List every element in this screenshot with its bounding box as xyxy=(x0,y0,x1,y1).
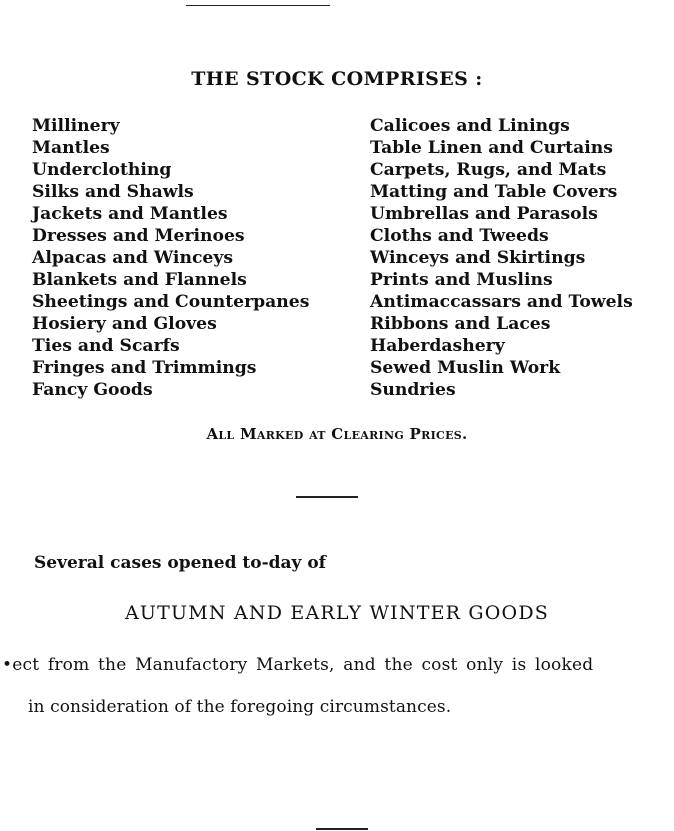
stock-item: Cloths and Tweeds xyxy=(370,226,549,246)
stock-list-left xyxy=(32,115,309,401)
stock-item: Mantles xyxy=(32,138,110,158)
stock-item: Sewed Muslin Work xyxy=(370,358,561,378)
stock-item: Ties and Scarfs xyxy=(32,336,180,356)
stock-item: Calicoes and Linings xyxy=(370,116,570,136)
stock-item: Sheetings and Counterpanes xyxy=(32,292,310,312)
stock-item: Silks and Shawls xyxy=(32,182,194,202)
stock-item: Alpacas and Winceys xyxy=(32,248,234,268)
cases-opened-line: Several cases opened to-day of xyxy=(34,553,326,573)
stock-item: Blankets and Flannels xyxy=(32,270,247,290)
stock-item: Jackets and Mantles xyxy=(32,204,228,224)
stock-item: Dresses and Merinoes xyxy=(32,226,245,246)
stock-heading: THE STOCK COMPRISES : xyxy=(191,68,483,90)
stock-item: Ribbons and Laces xyxy=(370,314,551,334)
body-text-line: in consideration of the foregoing circumstances. xyxy=(28,697,452,717)
top-divider-rule xyxy=(186,5,330,6)
stock-item: Fancy Goods xyxy=(32,380,153,400)
body-text-line: •ect from the Manufactory Markets, and the cost only is looked xyxy=(2,655,594,675)
stock-item: Matting and Table Covers xyxy=(370,182,618,202)
stock-item: Umbrellas and Parasols xyxy=(370,204,598,224)
stock-item: Prints and Muslins xyxy=(370,270,553,290)
stock-item: Underclothing xyxy=(32,160,172,180)
middle-divider-rule xyxy=(296,496,358,498)
stock-item: Haberdashery xyxy=(370,336,505,356)
stock-item: Carpets, Rugs, and Mats xyxy=(370,160,607,180)
stock-item: Sundries xyxy=(370,380,456,400)
stock-item: Millinery xyxy=(32,116,120,136)
stock-list-right xyxy=(370,115,633,401)
goods-heading: AUTUMN AND EARLY WINTER GOODS xyxy=(125,602,549,624)
bottom-divider-rule xyxy=(316,828,368,830)
stock-item: Antimaccassars and Towels xyxy=(370,292,633,312)
stock-item: Table Linen and Curtains xyxy=(370,138,613,158)
stock-item: Fringes and Trimmings xyxy=(32,358,257,378)
stock-item: Winceys and Skirtings xyxy=(370,248,586,268)
clearing-prices-note: All Marked at Clearing Prices. xyxy=(206,425,468,443)
stock-item: Hosiery and Gloves xyxy=(32,314,217,334)
